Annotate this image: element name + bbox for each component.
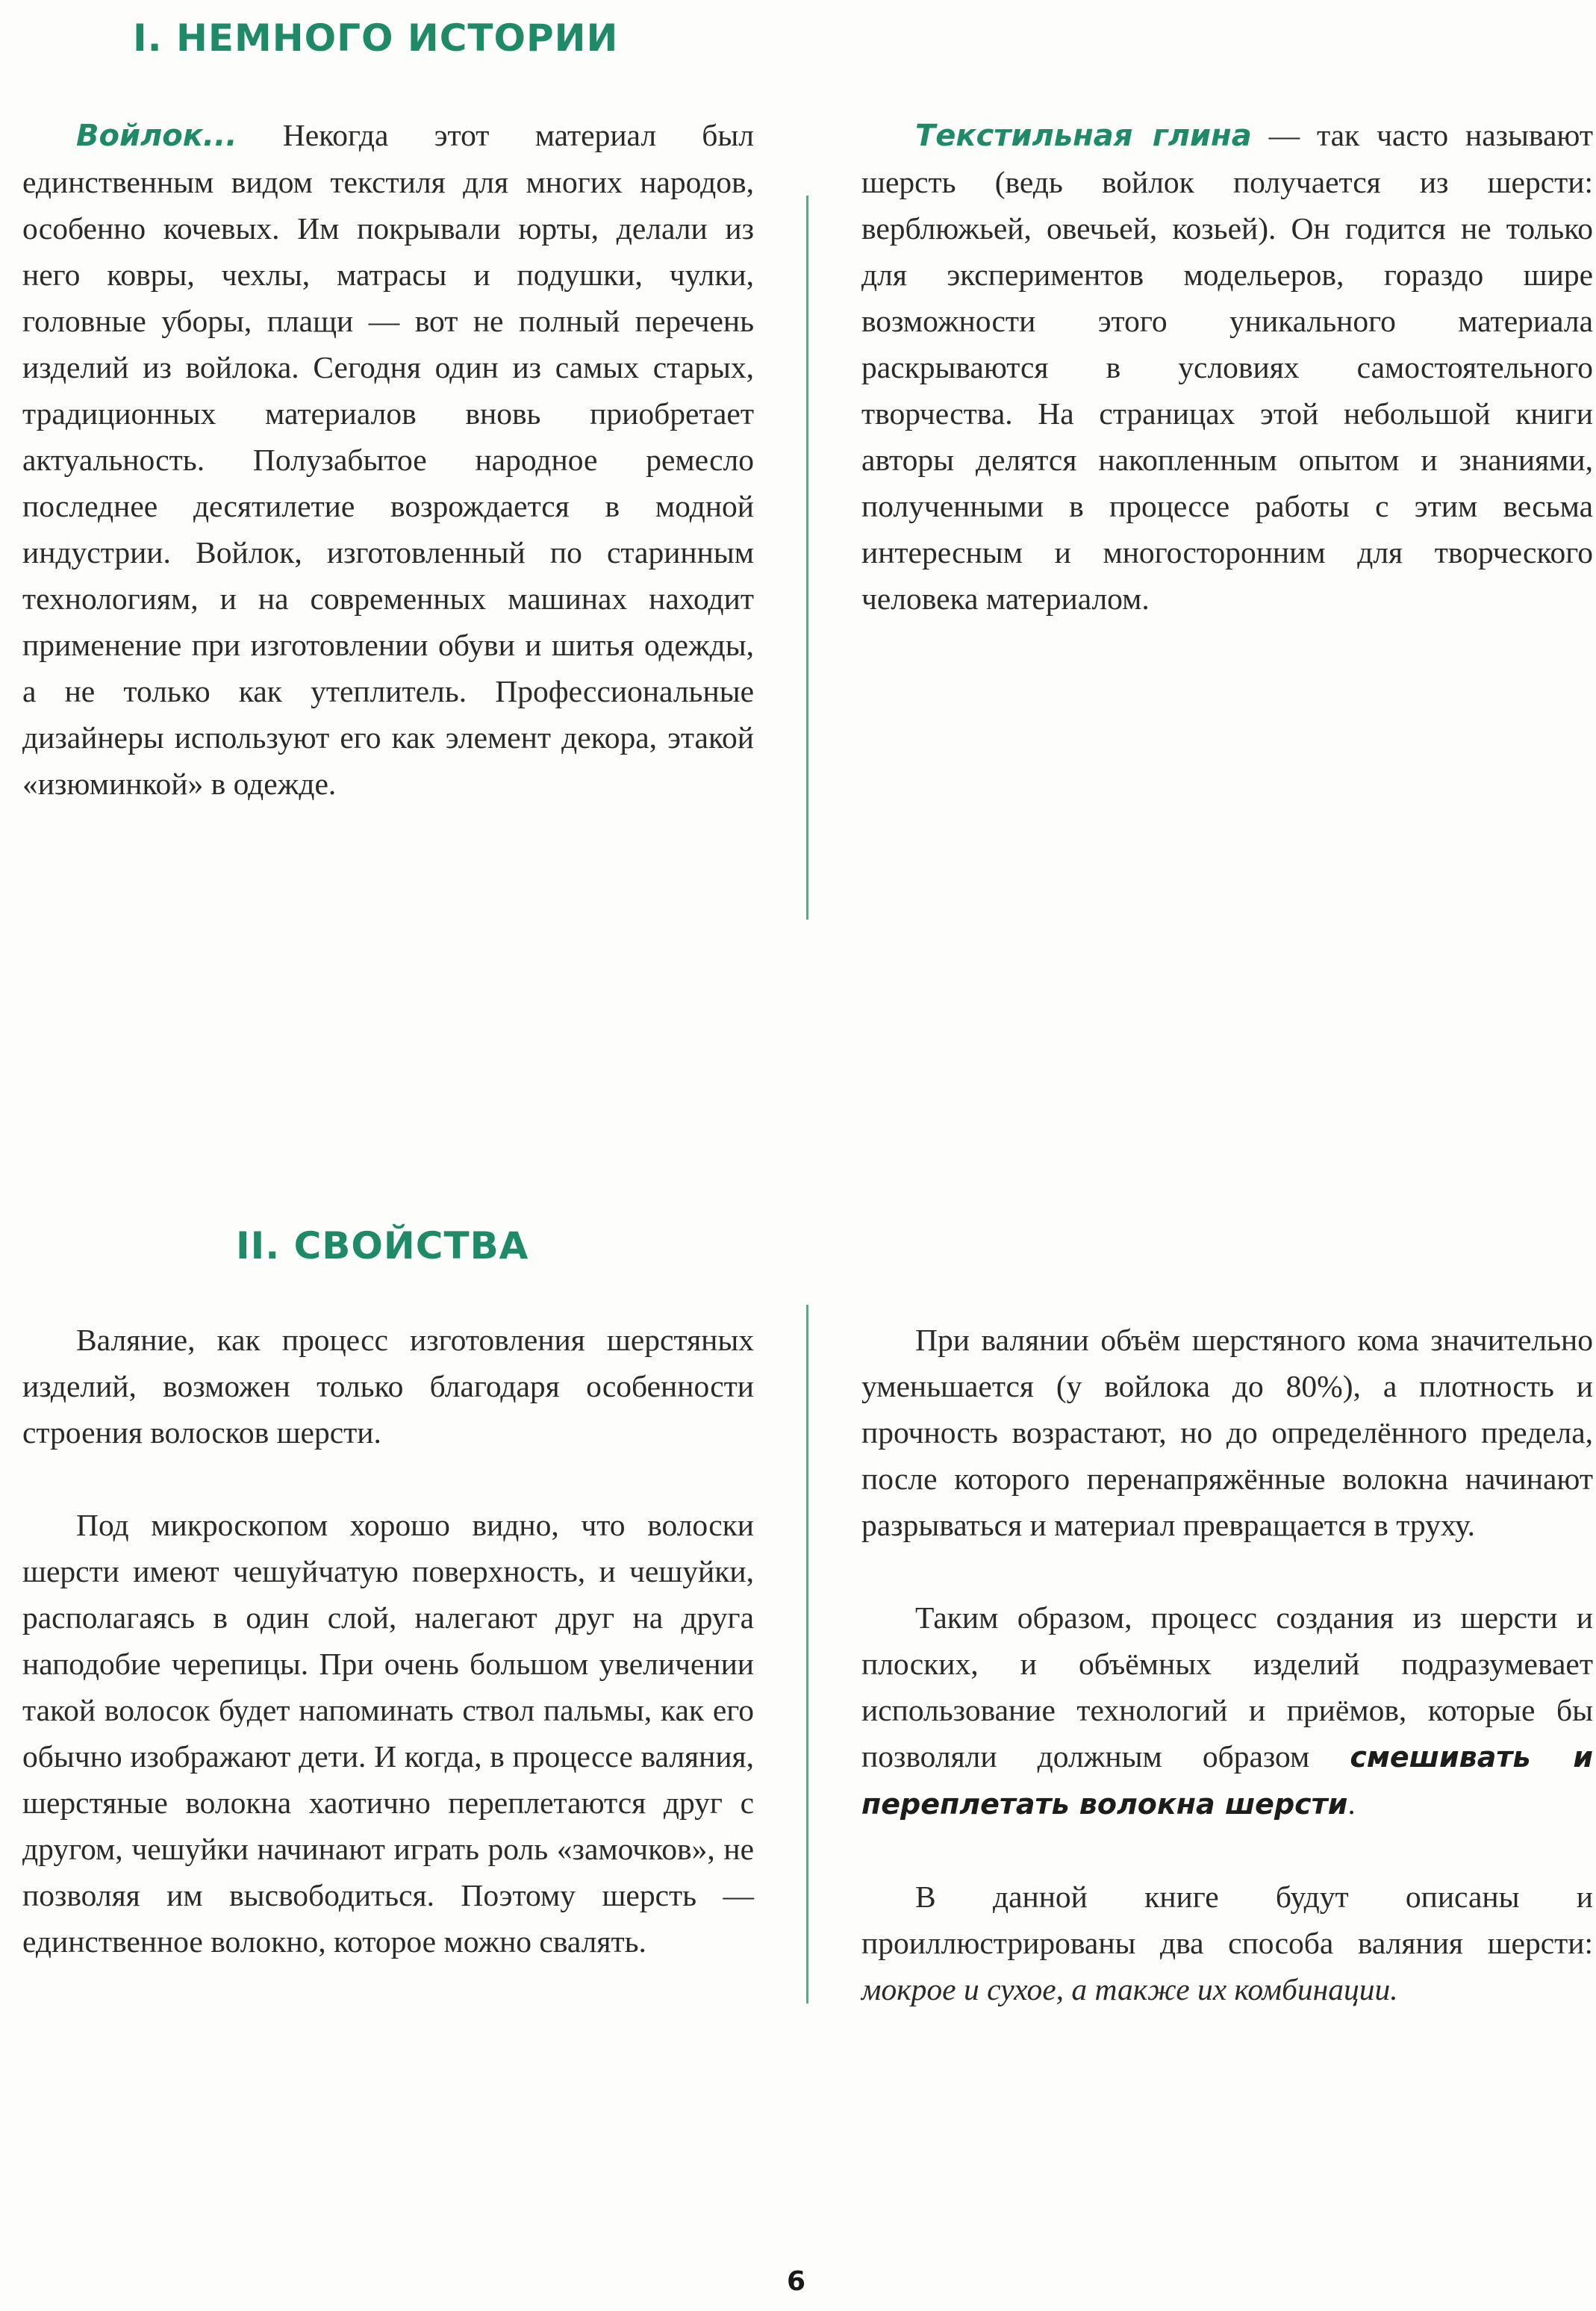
properties-p5-emphasis: мокрое и сухое, а также их комбинации. [861,1972,1398,2006]
section-1-heading: I. НЕМНОГО ИСТОРИИ [133,16,619,60]
history-felt-text: Некогда этот материал был единственным видом текстиля для многих народов, особенно кочевых. Им покрывали юрты, делали из него ковры, чехлы, матрасы и подушки, чулки, головные уборы, плащи — вот не полный перечень изделий из войлока. Сегодня один из самых старых, традиционных материалов вновь приобретает актуальность. Полузабытое народное ремесло последнее десятилетие возрождается в модной индустрии. Войлок, изготовленный по старинным технологиям, и на современных машинах находит применение при изготовлении обуви и шитья одежды, а не только как утеплитель. Профессиональные дизайнеры используют его как элемент декора, этакой «изюминкой» в одежде. [22,118,754,801]
properties-p5-text: В данной книге будут описаны и проиллюстрированы два способа валяния шерсти: [861,1880,1593,1960]
properties-paragraph-5 [861,1874,1593,2012]
column-divider-top [806,196,808,920]
properties-paragraph-1: Валяние, как процесс изготовления шерстяных изделий, возможен только благодаря особенности строения волосков шерсти. [22,1323,754,1450]
properties-p4-emphasis: смешивать и переплетать волокна шерсти [861,1741,1593,1821]
history-right-column [861,112,1593,622]
properties-paragraph-4 [861,1594,1593,1827]
history-paragraph-felt [22,112,754,807]
history-textile-clay-text: — так часто называют шерсть (ведь войлок получается из шерсти: верблюжьей, овечьей, козьей). Он годится не только для экспериментов модельеров, гораздо шире возможности этого уникального материала раскрываются в условиях самостоятельного творчества. На страницах этой небольшой книги авторы делятся накопленным опытом и знаниями, полученными в процессе работы с этим весьма интересным и многосторонним для творческого человека материалом. [861,118,1593,616]
properties-paragraph-3: При валянии объём шерстяного кома значительно уменьшается (у войлока до 80%), а плотность и прочность возрастают, но до определённого предела, после которого перенапряжённые волокна начинают разрываться и материал превращается в труху. [861,1323,1593,1542]
properties-p4-end: . [1347,1786,1356,1821]
history-left-column [22,112,754,807]
properties-paragraph-2: Под микроскопом хорошо видно, что волоски шерсти имеют чешуйчатую поверхность, и чешуйки, располагаясь в один слой, налегают друг на друга наподобие черепицы. При очень большом увеличении такой волосок будет напоминать ствол пальмы, как его обычно изображают дети. И когда, в процессе валяния, шерстяные волокна хаотично переплетаются друг с другом, чешуйки начинают играть роль «замочков», не позволяя им высвободиться. Поэтому шерсть — единственное волокно, которое можно свалять. [22,1508,754,1959]
properties-left-column [22,1317,754,1965]
page-number: 6 [787,2266,806,2297]
lead-term-textile-clay: Текстильная глина [915,119,1252,153]
history-paragraph-textile-clay [861,112,1593,622]
section-2-heading: II. СВОЙСТВА [236,1224,529,1267]
lead-term-felt: Войлок... [76,119,237,153]
properties-right-column [861,1317,1593,2012]
column-divider-bottom [806,1305,808,2003]
properties-p4-text: Таким образом, процесс создания из шерсти и плоских, и объёмных изделий подразумевает использование технологий и приёмов, которые бы позволяли должным образом [861,1600,1593,1774]
